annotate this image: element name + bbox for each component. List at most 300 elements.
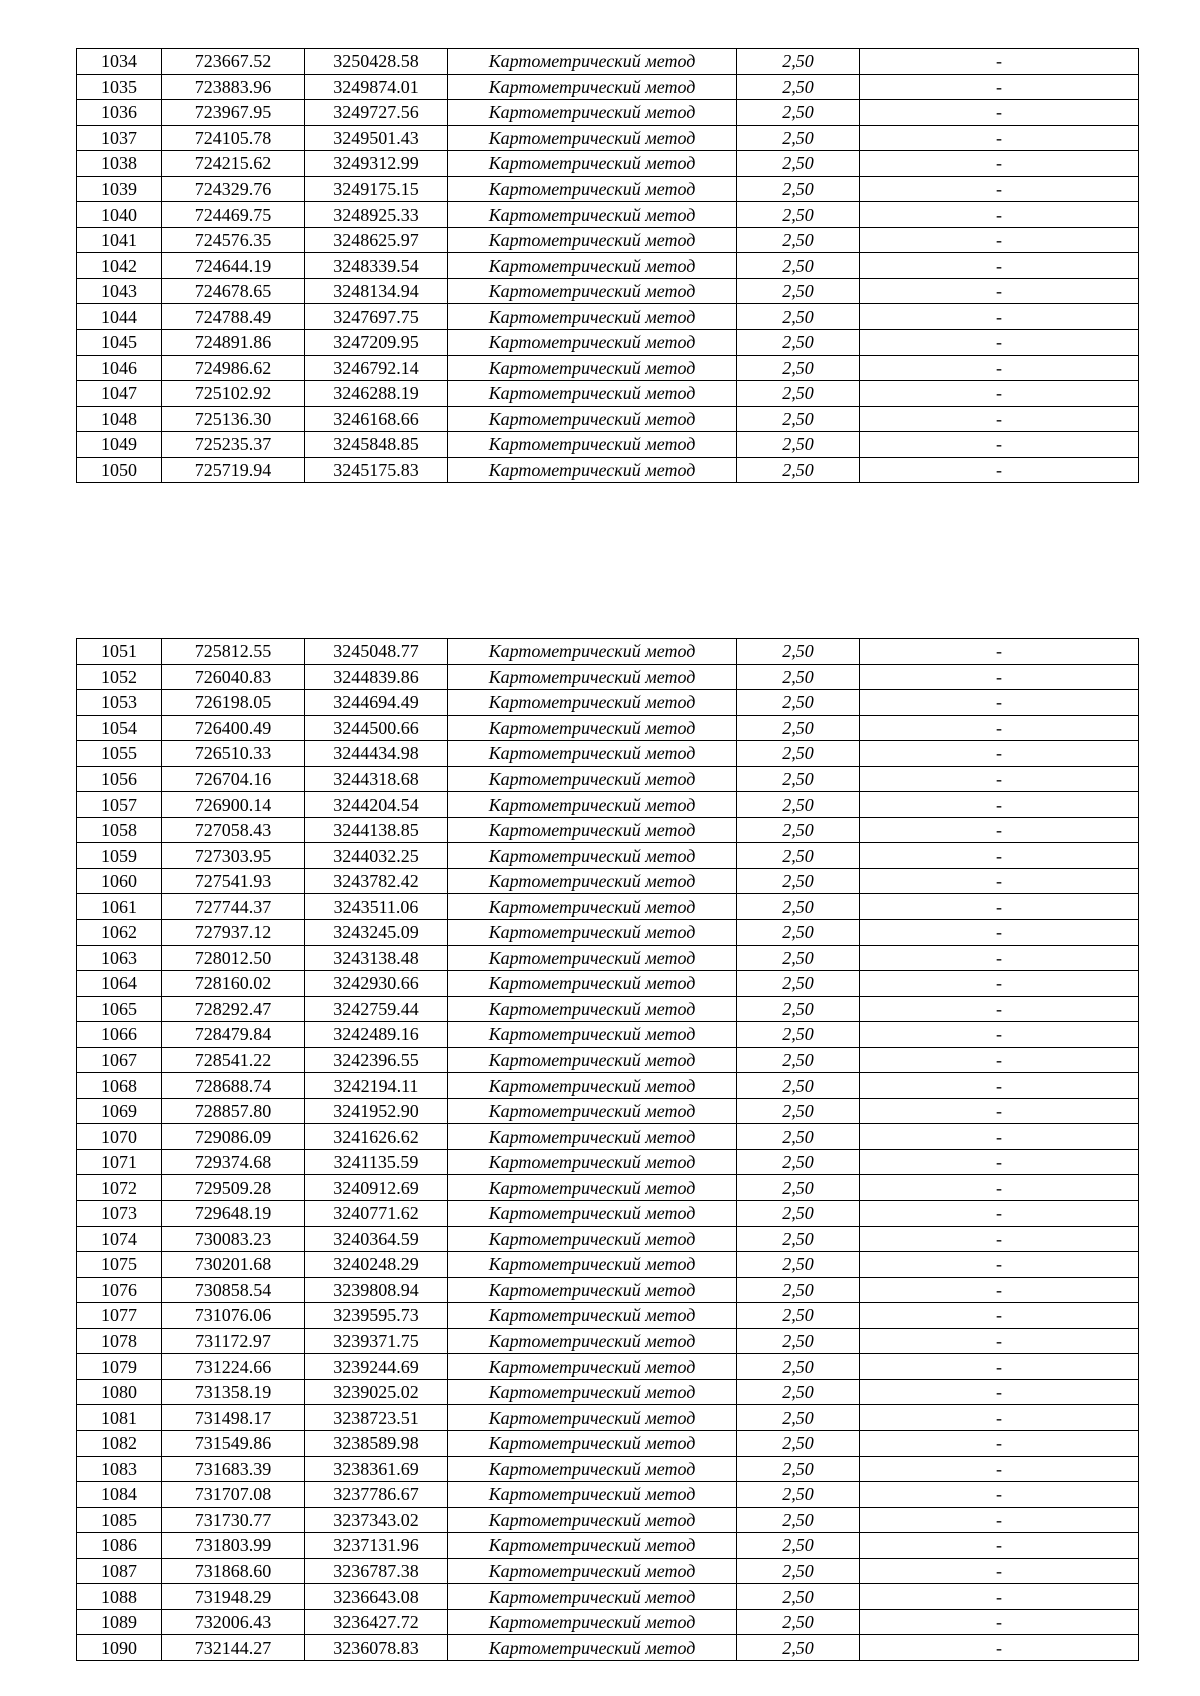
x-coordinate-cell: 725102.92 bbox=[162, 381, 305, 407]
point-number-cell: 1070 bbox=[77, 1124, 162, 1150]
y-coordinate-cell: 3244138.85 bbox=[305, 817, 448, 843]
table-row bbox=[77, 817, 1139, 843]
point-number-cell: 1067 bbox=[77, 1047, 162, 1073]
x-coordinate-cell: 724329.76 bbox=[162, 176, 305, 202]
point-number-cell: 1081 bbox=[77, 1405, 162, 1431]
y-coordinate-cell: 3244434.98 bbox=[305, 741, 448, 767]
method-cell: Картометрический метод bbox=[448, 1303, 737, 1329]
description-cell: - bbox=[860, 176, 1139, 202]
point-number-cell: 1049 bbox=[77, 432, 162, 458]
x-coordinate-cell: 724644.19 bbox=[162, 253, 305, 279]
coordinates-table-upper-body bbox=[77, 49, 1139, 483]
error-cell: 2,50 bbox=[737, 1047, 860, 1073]
y-coordinate-cell: 3249727.56 bbox=[305, 100, 448, 126]
error-cell: 2,50 bbox=[737, 894, 860, 920]
method-cell: Картометрический метод bbox=[448, 227, 737, 253]
description-cell: - bbox=[860, 1379, 1139, 1405]
error-cell: 2,50 bbox=[737, 1584, 860, 1610]
description-cell: - bbox=[860, 1635, 1139, 1661]
method-cell: Картометрический метод bbox=[448, 971, 737, 997]
method-cell: Картометрический метод bbox=[448, 817, 737, 843]
description-cell: - bbox=[860, 1354, 1139, 1380]
x-coordinate-cell: 727744.37 bbox=[162, 894, 305, 920]
x-coordinate-cell: 729374.68 bbox=[162, 1149, 305, 1175]
error-cell: 2,50 bbox=[737, 355, 860, 381]
error-cell: 2,50 bbox=[737, 1022, 860, 1048]
description-cell: - bbox=[860, 1098, 1139, 1124]
y-coordinate-cell: 3236643.08 bbox=[305, 1584, 448, 1610]
x-coordinate-cell: 731224.66 bbox=[162, 1354, 305, 1380]
point-number-cell: 1068 bbox=[77, 1073, 162, 1099]
error-cell: 2,50 bbox=[737, 1405, 860, 1431]
y-coordinate-cell: 3239808.94 bbox=[305, 1277, 448, 1303]
point-number-cell: 1058 bbox=[77, 817, 162, 843]
table-row bbox=[77, 355, 1139, 381]
x-coordinate-cell: 726198.05 bbox=[162, 690, 305, 716]
error-cell: 2,50 bbox=[737, 1456, 860, 1482]
method-cell: Картометрический метод bbox=[448, 1609, 737, 1635]
x-coordinate-cell: 723883.96 bbox=[162, 74, 305, 100]
x-coordinate-cell: 730201.68 bbox=[162, 1252, 305, 1278]
point-number-cell: 1054 bbox=[77, 715, 162, 741]
coordinates-table-upper bbox=[76, 48, 1139, 483]
x-coordinate-cell: 728479.84 bbox=[162, 1022, 305, 1048]
error-cell: 2,50 bbox=[737, 868, 860, 894]
table-row bbox=[77, 1098, 1139, 1124]
error-cell: 2,50 bbox=[737, 176, 860, 202]
description-cell: - bbox=[860, 1303, 1139, 1329]
y-coordinate-cell: 3240248.29 bbox=[305, 1252, 448, 1278]
description-cell: - bbox=[860, 715, 1139, 741]
method-cell: Картометрический метод bbox=[448, 1201, 737, 1227]
y-coordinate-cell: 3238589.98 bbox=[305, 1430, 448, 1456]
method-cell: Картометрический метод bbox=[448, 202, 737, 228]
error-cell: 2,50 bbox=[737, 100, 860, 126]
x-coordinate-cell: 731707.08 bbox=[162, 1482, 305, 1508]
x-coordinate-cell: 723967.95 bbox=[162, 100, 305, 126]
table-row bbox=[77, 49, 1139, 75]
y-coordinate-cell: 3249175.15 bbox=[305, 176, 448, 202]
x-coordinate-cell: 731730.77 bbox=[162, 1507, 305, 1533]
error-cell: 2,50 bbox=[737, 792, 860, 818]
y-coordinate-cell: 3245175.83 bbox=[305, 457, 448, 483]
table-row bbox=[77, 1303, 1139, 1329]
table-row bbox=[77, 1635, 1139, 1661]
point-number-cell: 1073 bbox=[77, 1201, 162, 1227]
y-coordinate-cell: 3237786.67 bbox=[305, 1482, 448, 1508]
y-coordinate-cell: 3250428.58 bbox=[305, 49, 448, 75]
error-cell: 2,50 bbox=[737, 690, 860, 716]
y-coordinate-cell: 3244839.86 bbox=[305, 664, 448, 690]
method-cell: Картометрический метод bbox=[448, 278, 737, 304]
x-coordinate-cell: 724678.65 bbox=[162, 278, 305, 304]
point-number-cell: 1034 bbox=[77, 49, 162, 75]
method-cell: Картометрический метод bbox=[448, 894, 737, 920]
description-cell: - bbox=[860, 1252, 1139, 1278]
point-number-cell: 1038 bbox=[77, 151, 162, 177]
error-cell: 2,50 bbox=[737, 1124, 860, 1150]
point-number-cell: 1043 bbox=[77, 278, 162, 304]
x-coordinate-cell: 728160.02 bbox=[162, 971, 305, 997]
description-cell: - bbox=[860, 1328, 1139, 1354]
description-cell: - bbox=[860, 894, 1139, 920]
x-coordinate-cell: 732006.43 bbox=[162, 1609, 305, 1635]
method-cell: Картометрический метод bbox=[448, 1456, 737, 1482]
table-row bbox=[77, 1022, 1139, 1048]
y-coordinate-cell: 3247209.95 bbox=[305, 330, 448, 356]
error-cell: 2,50 bbox=[737, 1149, 860, 1175]
error-cell: 2,50 bbox=[737, 457, 860, 483]
table-row bbox=[77, 639, 1139, 665]
table-row bbox=[77, 868, 1139, 894]
description-cell: - bbox=[860, 1507, 1139, 1533]
y-coordinate-cell: 3246288.19 bbox=[305, 381, 448, 407]
method-cell: Картометрический метод bbox=[448, 381, 737, 407]
method-cell: Картометрический метод bbox=[448, 151, 737, 177]
y-coordinate-cell: 3240771.62 bbox=[305, 1201, 448, 1227]
error-cell: 2,50 bbox=[737, 49, 860, 75]
description-cell: - bbox=[860, 1175, 1139, 1201]
point-number-cell: 1057 bbox=[77, 792, 162, 818]
description-cell: - bbox=[860, 278, 1139, 304]
point-number-cell: 1087 bbox=[77, 1558, 162, 1584]
x-coordinate-cell: 724105.78 bbox=[162, 125, 305, 151]
method-cell: Картометрический метод bbox=[448, 1533, 737, 1559]
table-row bbox=[77, 1047, 1139, 1073]
point-number-cell: 1080 bbox=[77, 1379, 162, 1405]
error-cell: 2,50 bbox=[737, 151, 860, 177]
point-number-cell: 1069 bbox=[77, 1098, 162, 1124]
point-number-cell: 1076 bbox=[77, 1277, 162, 1303]
y-coordinate-cell: 3239244.69 bbox=[305, 1354, 448, 1380]
table-row bbox=[77, 100, 1139, 126]
description-cell: - bbox=[860, 1558, 1139, 1584]
method-cell: Картометрический метод bbox=[448, 1124, 737, 1150]
y-coordinate-cell: 3246792.14 bbox=[305, 355, 448, 381]
description-cell: - bbox=[860, 1609, 1139, 1635]
description-cell: - bbox=[860, 1022, 1139, 1048]
point-number-cell: 1042 bbox=[77, 253, 162, 279]
y-coordinate-cell: 3240912.69 bbox=[305, 1175, 448, 1201]
point-number-cell: 1065 bbox=[77, 996, 162, 1022]
point-number-cell: 1052 bbox=[77, 664, 162, 690]
table-row bbox=[77, 920, 1139, 946]
error-cell: 2,50 bbox=[737, 1073, 860, 1099]
x-coordinate-cell: 731076.06 bbox=[162, 1303, 305, 1329]
table-row bbox=[77, 151, 1139, 177]
x-coordinate-cell: 724788.49 bbox=[162, 304, 305, 330]
description-cell: - bbox=[860, 690, 1139, 716]
error-cell: 2,50 bbox=[737, 1635, 860, 1661]
table-row bbox=[77, 894, 1139, 920]
y-coordinate-cell: 3238723.51 bbox=[305, 1405, 448, 1431]
point-number-cell: 1079 bbox=[77, 1354, 162, 1380]
error-cell: 2,50 bbox=[737, 304, 860, 330]
table-row bbox=[77, 843, 1139, 869]
error-cell: 2,50 bbox=[737, 1098, 860, 1124]
error-cell: 2,50 bbox=[737, 1609, 860, 1635]
table-row bbox=[77, 1405, 1139, 1431]
error-cell: 2,50 bbox=[737, 278, 860, 304]
method-cell: Картометрический метод bbox=[448, 996, 737, 1022]
error-cell: 2,50 bbox=[737, 945, 860, 971]
description-cell: - bbox=[860, 792, 1139, 818]
y-coordinate-cell: 3238361.69 bbox=[305, 1456, 448, 1482]
x-coordinate-cell: 732144.27 bbox=[162, 1635, 305, 1661]
description-cell: - bbox=[860, 817, 1139, 843]
method-cell: Картометрический метод bbox=[448, 125, 737, 151]
x-coordinate-cell: 731358.19 bbox=[162, 1379, 305, 1405]
description-cell: - bbox=[860, 457, 1139, 483]
x-coordinate-cell: 726040.83 bbox=[162, 664, 305, 690]
y-coordinate-cell: 3241952.90 bbox=[305, 1098, 448, 1124]
table-row bbox=[77, 1482, 1139, 1508]
method-cell: Картометрический метод bbox=[448, 1022, 737, 1048]
y-coordinate-cell: 3242759.44 bbox=[305, 996, 448, 1022]
description-cell: - bbox=[860, 945, 1139, 971]
table-row bbox=[77, 1430, 1139, 1456]
method-cell: Картометрический метод bbox=[448, 1175, 737, 1201]
x-coordinate-cell: 725235.37 bbox=[162, 432, 305, 458]
table-row bbox=[77, 1175, 1139, 1201]
x-coordinate-cell: 727541.93 bbox=[162, 868, 305, 894]
error-cell: 2,50 bbox=[737, 1354, 860, 1380]
x-coordinate-cell: 731948.29 bbox=[162, 1584, 305, 1610]
description-cell: - bbox=[860, 202, 1139, 228]
x-coordinate-cell: 724891.86 bbox=[162, 330, 305, 356]
y-coordinate-cell: 3248134.94 bbox=[305, 278, 448, 304]
error-cell: 2,50 bbox=[737, 817, 860, 843]
table-row bbox=[77, 1073, 1139, 1099]
y-coordinate-cell: 3246168.66 bbox=[305, 406, 448, 432]
point-number-cell: 1060 bbox=[77, 868, 162, 894]
y-coordinate-cell: 3245848.85 bbox=[305, 432, 448, 458]
x-coordinate-cell: 727303.95 bbox=[162, 843, 305, 869]
x-coordinate-cell: 725719.94 bbox=[162, 457, 305, 483]
table-row bbox=[77, 766, 1139, 792]
table-row bbox=[77, 176, 1139, 202]
error-cell: 2,50 bbox=[737, 406, 860, 432]
point-number-cell: 1086 bbox=[77, 1533, 162, 1559]
error-cell: 2,50 bbox=[737, 1226, 860, 1252]
error-cell: 2,50 bbox=[737, 843, 860, 869]
description-cell: - bbox=[860, 1456, 1139, 1482]
method-cell: Картометрический метод bbox=[448, 1430, 737, 1456]
table-row bbox=[77, 74, 1139, 100]
y-coordinate-cell: 3244318.68 bbox=[305, 766, 448, 792]
y-coordinate-cell: 3239025.02 bbox=[305, 1379, 448, 1405]
error-cell: 2,50 bbox=[737, 1533, 860, 1559]
error-cell: 2,50 bbox=[737, 664, 860, 690]
table-row bbox=[77, 1584, 1139, 1610]
y-coordinate-cell: 3239371.75 bbox=[305, 1328, 448, 1354]
coordinates-table-lower-body bbox=[77, 639, 1139, 1661]
method-cell: Картометрический метод bbox=[448, 945, 737, 971]
point-number-cell: 1046 bbox=[77, 355, 162, 381]
table-row bbox=[77, 1379, 1139, 1405]
method-cell: Картометрический метод bbox=[448, 355, 737, 381]
x-coordinate-cell: 726400.49 bbox=[162, 715, 305, 741]
method-cell: Картометрический метод bbox=[448, 1405, 737, 1431]
description-cell: - bbox=[860, 639, 1139, 665]
description-cell: - bbox=[860, 330, 1139, 356]
point-number-cell: 1072 bbox=[77, 1175, 162, 1201]
coordinates-table-lower bbox=[76, 638, 1139, 1661]
point-number-cell: 1056 bbox=[77, 766, 162, 792]
error-cell: 2,50 bbox=[737, 253, 860, 279]
x-coordinate-cell: 724469.75 bbox=[162, 202, 305, 228]
error-cell: 2,50 bbox=[737, 1482, 860, 1508]
error-cell: 2,50 bbox=[737, 715, 860, 741]
error-cell: 2,50 bbox=[737, 381, 860, 407]
y-coordinate-cell: 3243138.48 bbox=[305, 945, 448, 971]
method-cell: Картометрический метод bbox=[448, 432, 737, 458]
x-coordinate-cell: 724576.35 bbox=[162, 227, 305, 253]
method-cell: Картометрический метод bbox=[448, 792, 737, 818]
description-cell: - bbox=[860, 664, 1139, 690]
point-number-cell: 1035 bbox=[77, 74, 162, 100]
y-coordinate-cell: 3237343.02 bbox=[305, 1507, 448, 1533]
error-cell: 2,50 bbox=[737, 1303, 860, 1329]
table-row bbox=[77, 1507, 1139, 1533]
table-row bbox=[77, 253, 1139, 279]
error-cell: 2,50 bbox=[737, 1277, 860, 1303]
point-number-cell: 1077 bbox=[77, 1303, 162, 1329]
method-cell: Картометрический метод bbox=[448, 1252, 737, 1278]
y-coordinate-cell: 3244204.54 bbox=[305, 792, 448, 818]
error-cell: 2,50 bbox=[737, 1379, 860, 1405]
error-cell: 2,50 bbox=[737, 1507, 860, 1533]
error-cell: 2,50 bbox=[737, 639, 860, 665]
table-row bbox=[77, 945, 1139, 971]
description-cell: - bbox=[860, 1430, 1139, 1456]
method-cell: Картометрический метод bbox=[448, 1482, 737, 1508]
error-cell: 2,50 bbox=[737, 227, 860, 253]
point-number-cell: 1053 bbox=[77, 690, 162, 716]
error-cell: 2,50 bbox=[737, 766, 860, 792]
table-row bbox=[77, 330, 1139, 356]
table-row bbox=[77, 971, 1139, 997]
table-row bbox=[77, 1354, 1139, 1380]
method-cell: Картометрический метод bbox=[448, 1073, 737, 1099]
x-coordinate-cell: 731172.97 bbox=[162, 1328, 305, 1354]
method-cell: Картометрический метод bbox=[448, 1635, 737, 1661]
y-coordinate-cell: 3242489.16 bbox=[305, 1022, 448, 1048]
table-row bbox=[77, 457, 1139, 483]
point-number-cell: 1050 bbox=[77, 457, 162, 483]
description-cell: - bbox=[860, 74, 1139, 100]
description-cell: - bbox=[860, 766, 1139, 792]
point-number-cell: 1075 bbox=[77, 1252, 162, 1278]
y-coordinate-cell: 3243245.09 bbox=[305, 920, 448, 946]
point-number-cell: 1089 bbox=[77, 1609, 162, 1635]
method-cell: Картометрический метод bbox=[448, 330, 737, 356]
y-coordinate-cell: 3242194.11 bbox=[305, 1073, 448, 1099]
y-coordinate-cell: 3243511.06 bbox=[305, 894, 448, 920]
method-cell: Картометрический метод bbox=[448, 1584, 737, 1610]
y-coordinate-cell: 3242396.55 bbox=[305, 1047, 448, 1073]
y-coordinate-cell: 3236078.83 bbox=[305, 1635, 448, 1661]
error-cell: 2,50 bbox=[737, 1558, 860, 1584]
x-coordinate-cell: 729648.19 bbox=[162, 1201, 305, 1227]
error-cell: 2,50 bbox=[737, 330, 860, 356]
description-cell: - bbox=[860, 971, 1139, 997]
description-cell: - bbox=[860, 741, 1139, 767]
description-cell: - bbox=[860, 227, 1139, 253]
description-cell: - bbox=[860, 151, 1139, 177]
point-number-cell: 1061 bbox=[77, 894, 162, 920]
method-cell: Картометрический метод bbox=[448, 1277, 737, 1303]
table-row bbox=[77, 1149, 1139, 1175]
point-number-cell: 1041 bbox=[77, 227, 162, 253]
point-number-cell: 1084 bbox=[77, 1482, 162, 1508]
table-row bbox=[77, 227, 1139, 253]
x-coordinate-cell: 731868.60 bbox=[162, 1558, 305, 1584]
point-number-cell: 1082 bbox=[77, 1430, 162, 1456]
x-coordinate-cell: 725812.55 bbox=[162, 639, 305, 665]
method-cell: Картометрический метод bbox=[448, 1379, 737, 1405]
method-cell: Картометрический метод bbox=[448, 1354, 737, 1380]
y-coordinate-cell: 3241135.59 bbox=[305, 1149, 448, 1175]
error-cell: 2,50 bbox=[737, 125, 860, 151]
point-number-cell: 1059 bbox=[77, 843, 162, 869]
method-cell: Картометрический метод bbox=[448, 1558, 737, 1584]
table-row bbox=[77, 1456, 1139, 1482]
description-cell: - bbox=[860, 920, 1139, 946]
x-coordinate-cell: 731683.39 bbox=[162, 1456, 305, 1482]
method-cell: Картометрический метод bbox=[448, 741, 737, 767]
method-cell: Картометрический метод bbox=[448, 715, 737, 741]
x-coordinate-cell: 728857.80 bbox=[162, 1098, 305, 1124]
table-row bbox=[77, 792, 1139, 818]
table-row bbox=[77, 432, 1139, 458]
y-coordinate-cell: 3247697.75 bbox=[305, 304, 448, 330]
point-number-cell: 1036 bbox=[77, 100, 162, 126]
table-row bbox=[77, 1558, 1139, 1584]
description-cell: - bbox=[860, 100, 1139, 126]
x-coordinate-cell: 730083.23 bbox=[162, 1226, 305, 1252]
error-cell: 2,50 bbox=[737, 1175, 860, 1201]
point-number-cell: 1040 bbox=[77, 202, 162, 228]
description-cell: - bbox=[860, 1277, 1139, 1303]
y-coordinate-cell: 3239595.73 bbox=[305, 1303, 448, 1329]
y-coordinate-cell: 3248625.97 bbox=[305, 227, 448, 253]
x-coordinate-cell: 724215.62 bbox=[162, 151, 305, 177]
method-cell: Картометрический метод bbox=[448, 74, 737, 100]
description-cell: - bbox=[860, 1584, 1139, 1610]
method-cell: Картометрический метод bbox=[448, 406, 737, 432]
x-coordinate-cell: 730858.54 bbox=[162, 1277, 305, 1303]
x-coordinate-cell: 728688.74 bbox=[162, 1073, 305, 1099]
method-cell: Картометрический метод bbox=[448, 304, 737, 330]
method-cell: Картометрический метод bbox=[448, 1507, 737, 1533]
table-row bbox=[77, 202, 1139, 228]
point-number-cell: 1051 bbox=[77, 639, 162, 665]
x-coordinate-cell: 723667.52 bbox=[162, 49, 305, 75]
description-cell: - bbox=[860, 1482, 1139, 1508]
description-cell: - bbox=[860, 1226, 1139, 1252]
description-cell: - bbox=[860, 1533, 1139, 1559]
method-cell: Картометрический метод bbox=[448, 1149, 737, 1175]
error-cell: 2,50 bbox=[737, 202, 860, 228]
description-cell: - bbox=[860, 1073, 1139, 1099]
point-number-cell: 1088 bbox=[77, 1584, 162, 1610]
table-row bbox=[77, 304, 1139, 330]
point-number-cell: 1039 bbox=[77, 176, 162, 202]
table-row bbox=[77, 1201, 1139, 1227]
x-coordinate-cell: 728541.22 bbox=[162, 1047, 305, 1073]
x-coordinate-cell: 731498.17 bbox=[162, 1405, 305, 1431]
